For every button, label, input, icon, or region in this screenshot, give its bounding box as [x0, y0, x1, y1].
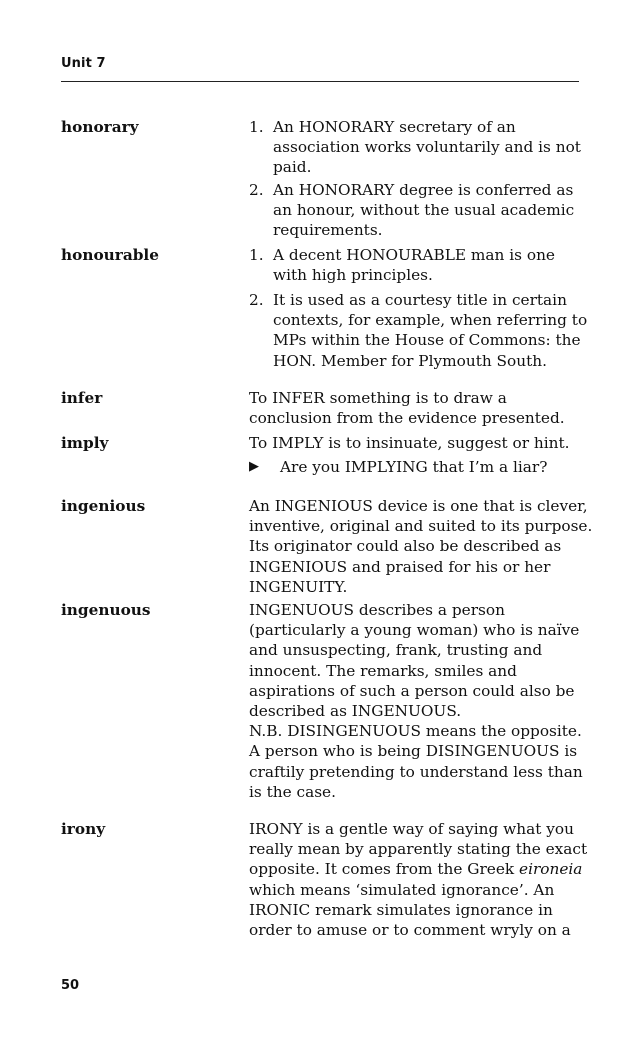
definition-line: MPs within the House of Commons: the: [273, 331, 581, 350]
definition-line: INGENUOUS describes a person: [249, 601, 505, 619]
definition-line: an honour, without the usual academic: [273, 201, 575, 220]
definition-line: INGENIOUS and praised for his or her: [249, 557, 551, 576]
definition-honourable-1: [249, 245, 585, 285]
term-honourable: honourable: [61, 246, 159, 264]
definition-line: An HONORARY secretary of an: [273, 118, 516, 136]
term-irony: irony: [61, 820, 106, 838]
definition-ingenious: [249, 496, 593, 597]
term-imply: imply: [61, 434, 109, 452]
definition-line: To INFER something is to draw a: [249, 389, 507, 407]
definition-line: and unsuspecting, frank, trusting and: [249, 641, 543, 660]
definition-ingenuous: [249, 600, 585, 802]
definition-line: order to amuse or to comment wryly on a: [249, 921, 571, 940]
definition-line: requirements.: [273, 221, 383, 240]
term-ingenuous: ingenuous: [61, 601, 151, 619]
definition-text: opposite. It comes from the Greek: [249, 860, 520, 879]
definition-line: is the case.: [249, 782, 336, 801]
definition-honorary-2: [249, 180, 585, 241]
header-rule: [61, 81, 579, 82]
item-number: 2.: [249, 181, 264, 199]
definition-line: An INGENIOUS device is one that is clever,: [249, 497, 588, 515]
definition-line: paid.: [273, 158, 312, 177]
definition-line: contexts, for example, when referring to: [273, 311, 588, 330]
definition-line: craftily pretending to understand less than: [249, 762, 583, 781]
definition-irony: [249, 819, 588, 940]
definition-honorary-1: [249, 117, 585, 178]
definition-line: HON. Member for Plymouth South.: [273, 351, 547, 370]
definition-line: INGENUITY.: [249, 577, 348, 596]
example-imply: [249, 457, 585, 477]
definition-line: association works voluntarily and is not: [273, 138, 581, 157]
greek-term: eironeia: [519, 860, 583, 879]
term-honorary: honorary: [61, 118, 139, 136]
definition-line: IRONY is a gentle way of saying what you: [249, 820, 574, 838]
definition-line: To IMPLY is to insinuate, suggest or hint.: [249, 434, 570, 452]
definition-line: [249, 859, 585, 879]
definition-line: described as INGENUOUS.: [249, 702, 462, 721]
definition-line: innocent. The remarks, smiles and: [249, 661, 517, 680]
definition-line: An HONORARY degree is conferred as: [273, 181, 574, 199]
definition-line: with high principles.: [273, 266, 433, 285]
definition-line: A person who is being DISINGENUOUS is: [249, 742, 578, 761]
page-number: 50: [61, 978, 80, 993]
definition-line: aspirations of such a person could also be: [249, 681, 575, 700]
definition-infer: [249, 388, 585, 428]
definition-line: It is used as a courtesy title in certain: [273, 291, 567, 309]
definition-line: A decent HONOURABLE man is one: [273, 246, 555, 264]
item-number: 1.: [249, 246, 264, 264]
definition-line: inventive, original and suited to its purpose.: [249, 517, 593, 536]
term-ingenious: ingenious: [61, 497, 146, 515]
example-text: Are you IMPLYING that I’m a liar?: [280, 458, 548, 476]
definition-honourable-2: [249, 290, 588, 371]
definition-line: (particularly a young woman) who is naïve: [249, 621, 580, 640]
definition-line: really mean by apparently stating the exact: [249, 840, 588, 859]
definition-line: Its originator could also be described as: [249, 537, 562, 556]
definition-line: conclusion from the evidence presented.: [249, 409, 565, 428]
item-number: 2.: [249, 291, 264, 309]
definition-line: which means ‘simulated ignorance’. An: [249, 880, 555, 899]
item-number: 1.: [249, 118, 264, 136]
running-header: Unit 7: [61, 56, 106, 71]
definition-line: N.B. DISINGENUOUS means the opposite.: [249, 722, 582, 741]
definition-line: IRONIC remark simulates ignorance in: [249, 900, 553, 919]
term-infer: infer: [61, 389, 103, 407]
definition-imply: [249, 433, 585, 453]
triangle-bullet-icon: ▶: [249, 459, 259, 474]
